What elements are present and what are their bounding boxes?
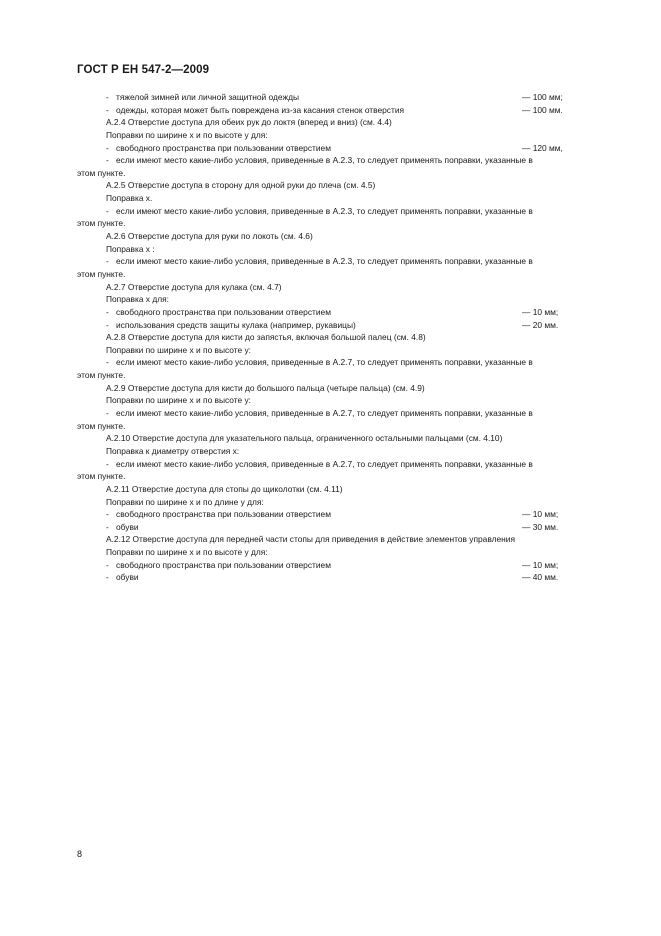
list-dash: -	[106, 155, 109, 166]
list-item	[0, 91, 661, 104]
list-item	[0, 104, 661, 117]
list-item-text: свободного пространства при пользовании отверстием	[116, 509, 331, 520]
list-item-text: если имеют место какие-либо условия, приведенные в А.2.3, то следует применять поправки, указанные в	[116, 205, 533, 216]
allowance-value: — 10 мм;	[522, 559, 559, 570]
list-dash: -	[106, 142, 109, 153]
subsection-label: Поправки по ширине x и по высоте y для:	[106, 129, 268, 140]
allowance-value: — 120 мм,	[522, 142, 563, 153]
list-dash: -	[106, 509, 109, 520]
list-dash: -	[106, 521, 109, 532]
list-item	[0, 571, 661, 584]
list-item-text: если имеют место какие-либо условия, приведенные в А.2.3, то следует применять поправки, указанные в	[116, 155, 533, 166]
list-item-text: использования средств защиты кулака (например, рукавицы)	[116, 319, 356, 330]
list-item-text: свободного пространства при пользовании отверстием	[116, 559, 331, 570]
section-heading: А.2.4 Отверстие доступа для обеих рук до локтя (вперед и вниз) (см. 4.4)	[106, 117, 392, 128]
list-item-continuation: этом пункте.	[77, 420, 126, 431]
list-item-text: если имеют место какие-либо условия, приведенные в А.2.7, то следует применять поправки, указанные в	[116, 458, 533, 469]
list-item-continuation: этом пункте.	[77, 471, 126, 482]
list-dash: -	[106, 319, 109, 330]
list-item-text: обуви	[116, 521, 139, 532]
list-item	[0, 559, 661, 572]
section-heading: А.2.8 Отверстие доступа для кисти до запястья, включая большой палец (см. 4.8)	[106, 332, 426, 343]
allowance-value: — 100 мм.	[522, 104, 563, 115]
list-dash: -	[106, 205, 109, 216]
subsection-label: Поправки по ширине x и по длине y для:	[106, 496, 264, 507]
list-item	[0, 319, 661, 332]
subsection-label: Поправки по ширине x и по высоте y:	[106, 395, 252, 406]
list-dash: -	[106, 92, 109, 102]
list-item-text: одежды, которая может быть повреждена из-за касания стенок отверстия	[116, 104, 405, 115]
section-heading: А.2.5 Отверстие доступа в сторону для одной руки до плеча (см. 4.5)	[106, 180, 376, 191]
subsection-label: Поправки по ширине x и по высоте y:	[106, 344, 252, 355]
list-dash: -	[106, 104, 109, 115]
list-item-text: если имеют место какие-либо условия, приведенные в А.2.7, то следует применять поправки, указанные в	[116, 408, 533, 419]
section-heading: А.2.6 Отверстие доступа для руки по локоть (см. 4.6)	[106, 231, 313, 242]
list-item-continuation: этом пункте.	[77, 218, 126, 229]
list-item-continuation: этом пункте.	[77, 167, 126, 178]
list-dash: -	[106, 458, 109, 469]
list-dash: -	[106, 408, 109, 419]
allowance-value: — 100 мм;	[522, 92, 563, 102]
allowance-value: — 10 мм;	[522, 306, 559, 317]
list-item-text: если имеют место какие-либо условия, приведенные в А.2.3, то следует применять поправки, указанные в	[116, 256, 533, 267]
allowance-value: — 10 мм;	[522, 509, 559, 520]
list-item	[0, 255, 570, 280]
list-dash: -	[106, 572, 109, 583]
list-item-text: если имеют место какие-либо условия, приведенные в А.2.7, то следует применять поправки, указанные в	[116, 357, 533, 368]
list-dash: -	[106, 256, 109, 267]
list-item	[0, 407, 570, 432]
section-heading: А.2.10 Отверстие доступа для указательного пальца, ограниченного остальными пальцами (см. 4.10)	[106, 433, 503, 444]
list-dash: -	[106, 306, 109, 317]
list-item	[0, 458, 570, 483]
list-item-text: обуви	[116, 572, 139, 583]
list-item	[0, 205, 570, 230]
list-item-text: тяжелой зимней или личной защитной одежды	[116, 92, 299, 102]
section-heading: А.2.7 Отверстие доступа для кулака (см. 4.7)	[106, 281, 282, 292]
page-number: 8	[77, 849, 83, 859]
page-header: ГОСТ Р ЕН 547-2—2009	[77, 64, 210, 76]
list-item-continuation: этом пункте.	[77, 370, 126, 381]
section-heading: А.2.9 Отверстие доступа для кисти до большого пальца (четыре пальца) (см. 4.9)	[106, 382, 425, 393]
subsection-label: Поправки по ширине x и по высоте y для:	[106, 547, 268, 558]
list-item	[0, 521, 661, 534]
section-heading: А.2.12 Отверстие доступа для передней части стопы для приведения в действие элементов управления	[106, 534, 515, 545]
allowance-value: — 20 мм.	[522, 319, 559, 330]
allowance-value: — 40 мм.	[522, 572, 559, 583]
list-item	[0, 154, 570, 179]
list-item	[0, 306, 661, 319]
list-dash: -	[106, 357, 109, 368]
subsection-label: Поправка x.	[106, 193, 153, 204]
list-item-text: свободного пространства при пользовании отверстием	[116, 306, 331, 317]
allowance-value: — 30 мм.	[522, 521, 559, 532]
list-item	[0, 142, 661, 155]
list-item-text: свободного пространства при пользовании отверстием	[116, 142, 331, 153]
subsection-label: Поправка x для:	[106, 294, 169, 305]
document-body	[0, 91, 661, 584]
list-item	[0, 508, 661, 521]
list-dash: -	[106, 559, 109, 570]
subsection-label: Поправка к диаметру отверстия x:	[106, 445, 240, 456]
section-heading: А.2.11 Отверстие доступа для стопы до щиколотки (см. 4.11)	[106, 483, 343, 494]
subsection-label: Поправка x :	[106, 243, 155, 254]
list-item	[0, 356, 570, 381]
list-item-continuation: этом пункте.	[77, 268, 126, 279]
